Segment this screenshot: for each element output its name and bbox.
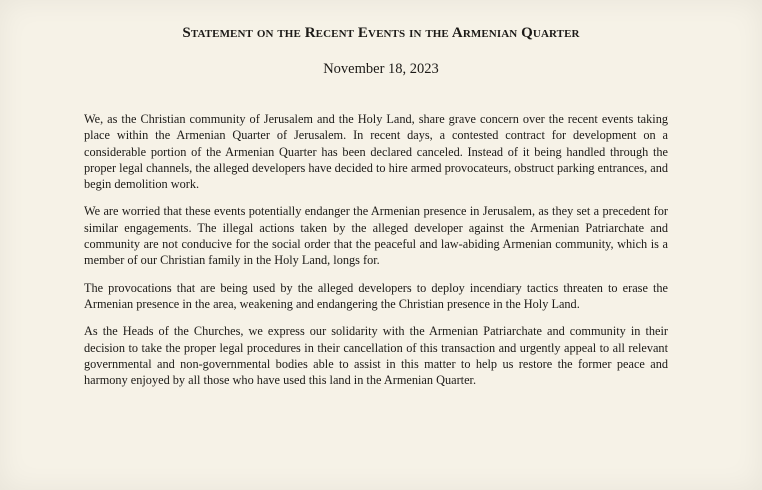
statement-body: [84, 111, 668, 399]
paragraph-2: We are worried that these events potentially endanger the Armenian presence in Jerusalem, as they set a precedent for similar engagements. The illegal actions taken by the alleged developer against the Armenian Patriarchate and community are not conducive for the social order that the peaceful and law-abiding Armenian community, which is a member of our Christian family in the Holy Land, longs for.: [84, 204, 668, 268]
statement-title: Statement on the Recent Events in the Armenian Quarter: [182, 25, 580, 41]
paragraph-1: We, as the Christian community of Jerusalem and the Holy Land, share grave concern over the recent events taking place within the Armenian Quarter of Jerusalem. In recent days, a contested contract for development on a considerable portion of the Armenian Quarter has been declared canceled. Instead of it being handled through the proper legal channels, the alleged developers have decided to hire armed provocateurs, obstruct parking entrances, and begin demolition work.: [84, 112, 668, 192]
paragraph-3: The provocations that are being used by the alleged developers to deploy incendiary tactics threaten to erase the Armenian presence in the area, weakening and endangering the Christian presence in the Holy Land.: [84, 280, 668, 311]
statement-date: November 18, 2023: [323, 61, 439, 77]
paragraph-4: As the Heads of the Churches, we express our solidarity with the Armenian Patriarchate and community in their decision to take the proper legal procedures in their cancellation of this transaction and urgently appeal to all relevant governmental and non-governmental bodies able to assist in this matter to help us restore the former peace and harmony enjoyed by all those who have used this land in the Armenian Quarter.: [84, 324, 668, 388]
